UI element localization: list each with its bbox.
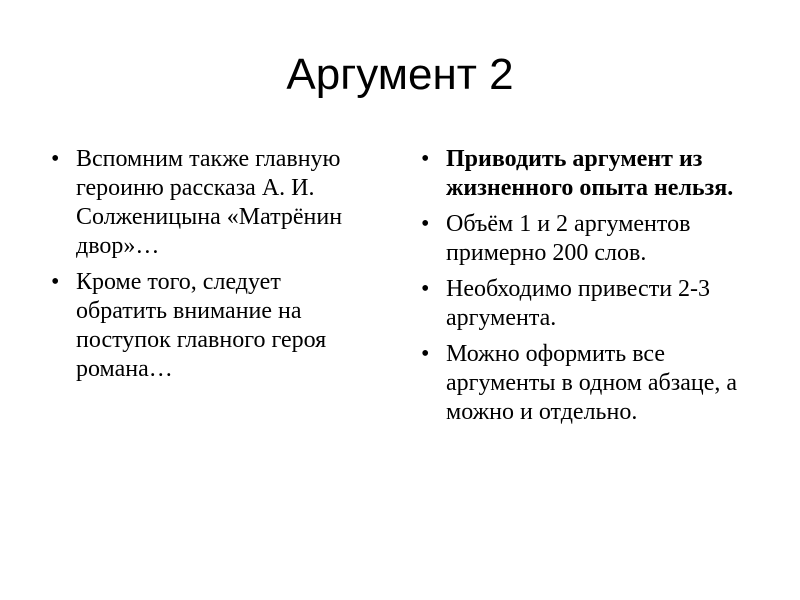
bullet-item-paragraph-format	[418, 340, 760, 427]
bullet-text: Вспомним также главную героиню рассказа А. И. Солженицына «Матрёнин двор»…	[76, 146, 343, 259]
bullet-text: Объём 1 и 2 аргументов примерно 200 слов.	[446, 211, 691, 266]
bullet-icon: •	[421, 341, 430, 367]
bullet-icon: •	[421, 146, 430, 172]
bullet-icon: •	[51, 146, 60, 172]
left-bullet-list	[48, 145, 370, 391]
bullet-icon: •	[421, 276, 430, 302]
bullet-icon: •	[421, 211, 430, 237]
bullet-item-no-life-experience	[418, 145, 760, 203]
bullet-text: Кроме того, следует обратить внимание на поступок главного героя романа…	[76, 269, 327, 382]
bullet-text: Приводить аргумент из жизненного опыта нельзя.	[446, 146, 734, 201]
bullet-text: Необходимо привести 2-3 аргумента.	[446, 276, 711, 331]
right-bullet-list	[418, 145, 760, 434]
bullet-item-argument-count	[418, 275, 760, 333]
bullet-icon: •	[51, 269, 60, 295]
bullet-item-hero-deed	[48, 268, 370, 384]
bullet-item-recall-heroine	[48, 145, 370, 261]
bullet-item-word-count	[418, 210, 760, 268]
slide-title: Аргумент 2	[286, 50, 514, 99]
bullet-text: Можно оформить все аргументы в одном абзаце, а можно и отдельно.	[446, 341, 738, 425]
